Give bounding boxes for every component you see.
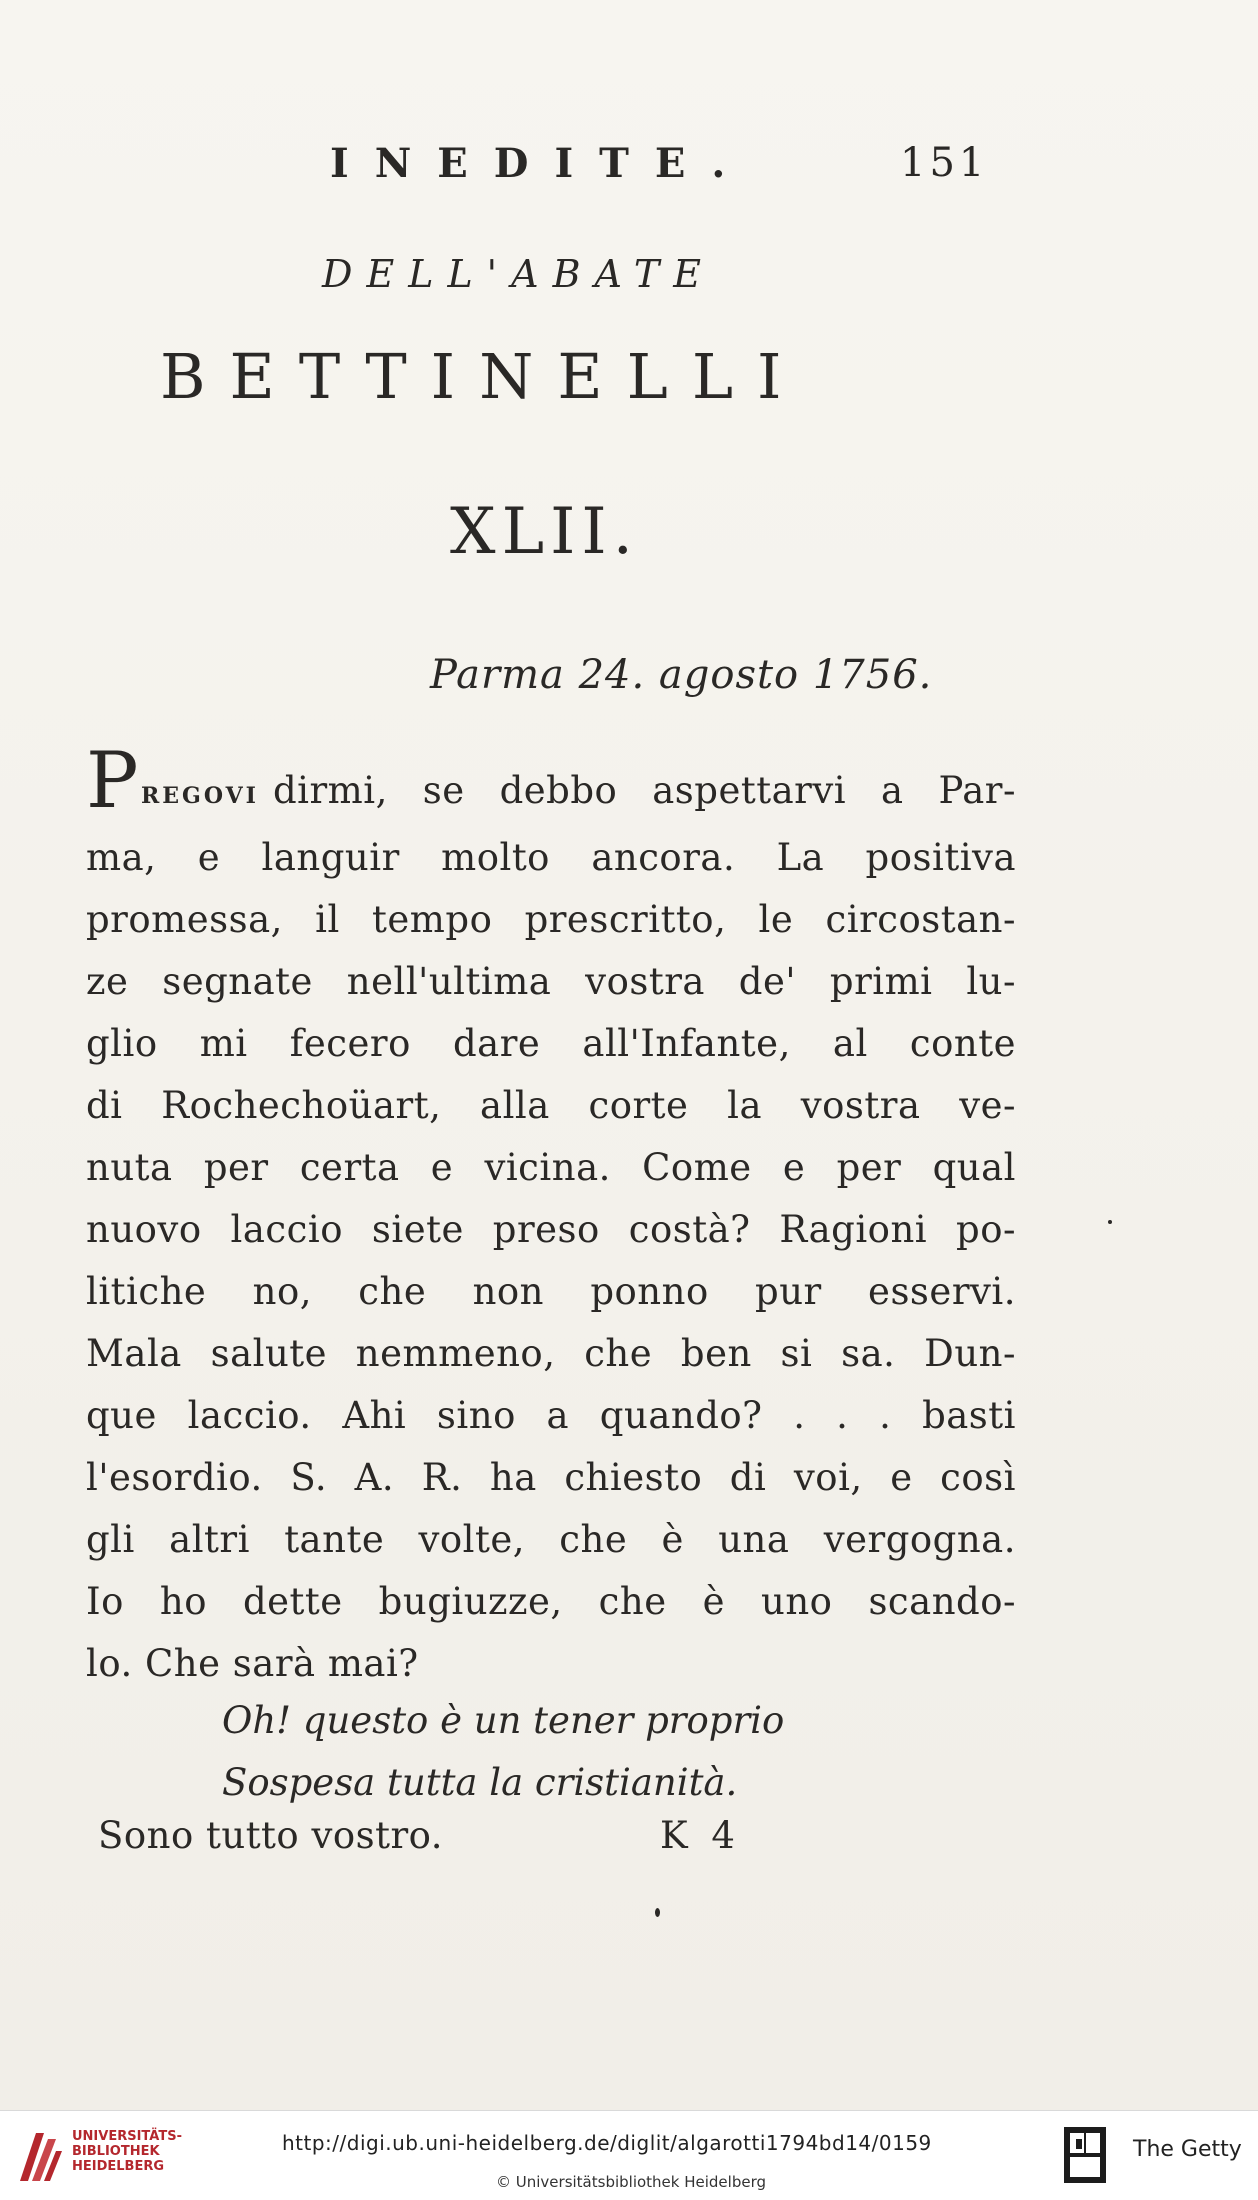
letter-line: ze segnate nell'ultima vostra de' primi lu- (86, 960, 1016, 1003)
verse-line: Sospesa tutta la cristianità. (222, 1761, 738, 1804)
author-heading: BETTINELLI (160, 340, 806, 413)
ink-speck (655, 1908, 660, 1917)
getty-logo-icon (1062, 2125, 1108, 2185)
dateline: Parma 24. agosto 1756. (430, 652, 933, 698)
letter-line: Io ho dette bugiuzze, che è uno scando- (86, 1580, 1016, 1623)
letter-line: PREGOVI dirmi, se debbo aspettarvi a Par- (86, 736, 1016, 826)
letter-line: l'esordio. S. A. R. ha chiesto di voi, e così (86, 1456, 1016, 1499)
partner-name: The Getty (1133, 2137, 1242, 2162)
letter-line: gli altri tante volte, che è una vergogna. (86, 1518, 1016, 1561)
verse-quote (222, 1690, 784, 1814)
university-library-logo-icon (14, 2125, 64, 2185)
letter-body (86, 736, 1016, 1695)
letter-line: promessa, il tempo prescritto, le circostan- (86, 898, 1016, 941)
letter-line: di Rochechoüart, alla corte la vostra ve- (86, 1084, 1016, 1127)
letter-line: lo. Che sarà mai? (86, 1642, 419, 1685)
signature-mark: K 4 (660, 1814, 741, 1857)
first-word-smallcaps: REGOVI (140, 783, 259, 809)
verse-line: Oh! questo è un tener proprio (222, 1699, 785, 1742)
copyright-notice: © Universitätsbibliothek Heidelberg (496, 2173, 767, 2191)
letter-line: Mala salute nemmeno, che ben si sa. Dun- (86, 1332, 1016, 1375)
ink-speck (1108, 1220, 1112, 1224)
letter-line: glio mi fecero dare all'Infante, al conte (86, 1022, 1016, 1065)
closing-line: Sono tutto vostro. (98, 1814, 444, 1857)
letter-line: ma, e languir molto ancora. La positiva (86, 836, 1016, 879)
letter-number: XLII. (450, 495, 639, 569)
letter-line: nuovo laccio siete preso costà? Ragioni po- (86, 1208, 1016, 1251)
viewer-footer (0, 2110, 1258, 2200)
letter-line: que laccio. Ahi sino a quando? . . . basti (86, 1394, 1016, 1437)
drop-cap: P (86, 736, 139, 826)
subhead: DELL'ABATE (322, 252, 715, 296)
permalink-url[interactable]: http://digi.ub.uni-heidelberg.de/diglit/algarotti1794bd14/0159 (282, 2131, 932, 2155)
running-head: INEDITE. (330, 140, 752, 187)
letter-line: nuta per certa e vicina. Come e per qual (86, 1146, 1016, 1189)
page-number: 151 (900, 140, 989, 186)
library-name: UNIVERSITÄTS- BIBLIOTHEK HEIDELBERG (72, 2129, 182, 2174)
letter-line: litiche no, che non ponno pur esservi. (86, 1270, 1016, 1313)
